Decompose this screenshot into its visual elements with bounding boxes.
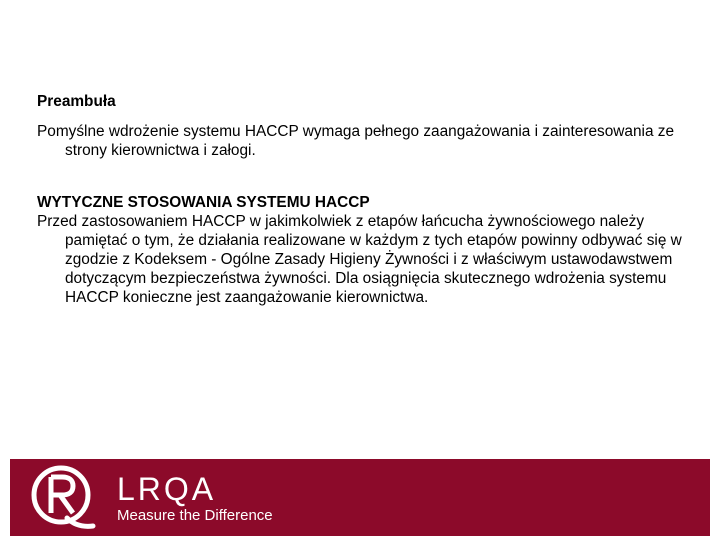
preamble-text: Pomyślne wdrożenie systemu HACCP wymaga pełnego zaangażowania i zainteresowania ze strony kierownictwa i załogi.	[37, 123, 675, 159]
preamble-heading: Preambuła	[37, 93, 116, 110]
lrqa-r-logo-icon	[27, 462, 99, 532]
slide-content	[37, 92, 687, 307]
footer-banner	[10, 459, 710, 536]
guidelines-heading: WYTYCZNE STOSOWANIA SYSTEMU HACCP	[37, 194, 370, 211]
brand-name: LRQA	[117, 471, 217, 507]
guidelines-text: Przed zastosowaniem HACCP w jakimkolwiek z etapów łańcucha żywnościowego należy pamiętać o tym, że działania realizowane w każdym z tych etapów powinny odbywać się w zgodzie z Kodeksem - Ogólne Zasady Higieny Żywności i z właściwym ustawodawstwem dotyczącym bezpieczeństwa żywności. Dla osiągnięcia skutecznego wdrożenia systemu HACCP konieczne jest zaangażowanie kierownictwa.	[37, 213, 682, 306]
brand-tagline: Measure the Difference	[117, 507, 273, 524]
